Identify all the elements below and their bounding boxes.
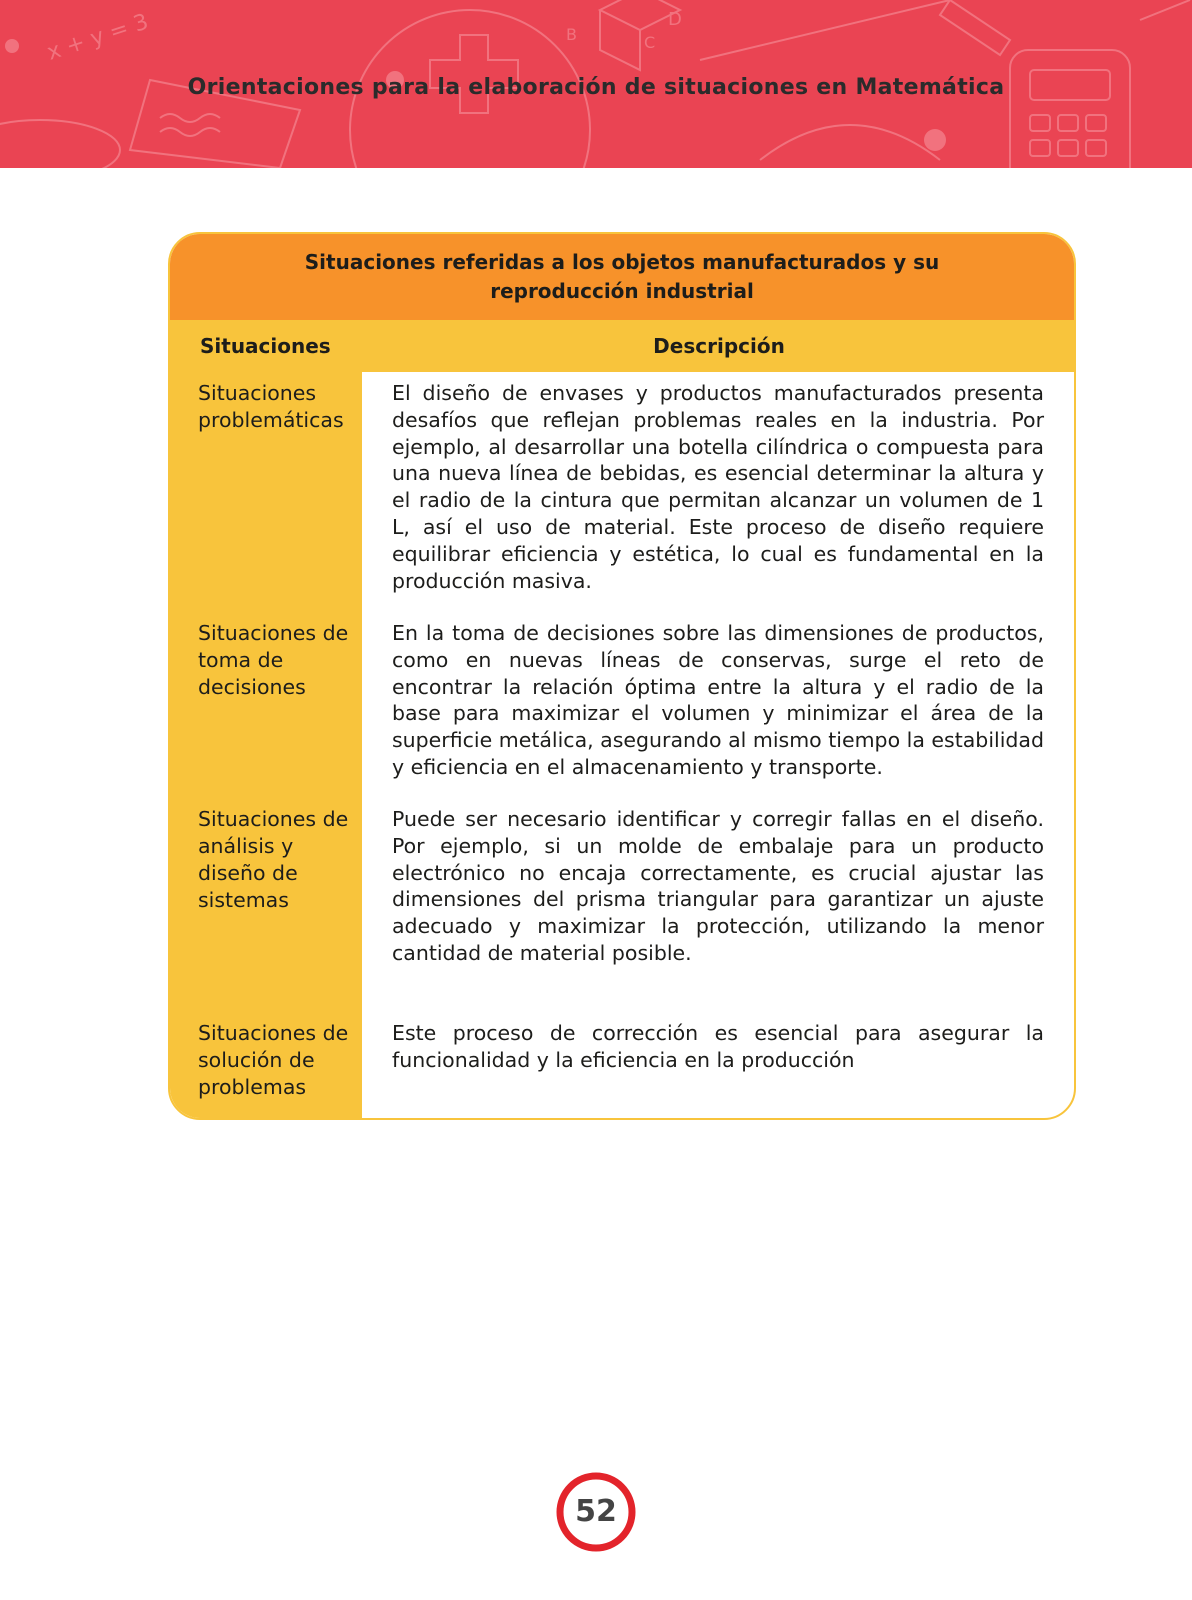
situation-description: El diseño de envases y productos manufacturados presenta desafíos que reflejan problemas reales en la industria. Por ejemplo, al desarrollar una botella cilíndrica o compuesta para una nueva línea de bebidas, es esencial determinar la altura y el radio de la cintura que permitan alcanzar un volumen de 1 L, así el uso de material. Este proceso de diseño requiere equilibrar eficiencia y estética, lo cual es fundamental en la producción masiva. xyxy=(392,381,1044,593)
situation-label: Situaciones de solución de problemas xyxy=(198,1021,349,1099)
situation-label: Situaciones de análisis y diseño de sistemas xyxy=(198,807,349,912)
page-number: 52 xyxy=(575,1494,617,1529)
situation-label: Situaciones problemáticas xyxy=(198,381,344,432)
column-header-situaciones: Situaciones xyxy=(200,334,331,358)
document-title: Orientaciones para la elaboración de situaciones en Matemática xyxy=(187,75,1005,100)
situation-description: En la toma de decisiones sobre las dimensiones de productos, como en nuevas líneas de conservas, surge el reto de encontrar la relación óptima entre la altura y el radio de la base para maximizar el volumen y minimizar el área de la superficie metálica, asegurando al mismo tiempo la estabilidad y eficiencia en el almacenamiento y transporte. xyxy=(392,621,1044,779)
page-number-badge xyxy=(556,1472,636,1552)
svg-text:D: D xyxy=(668,9,682,30)
situation-description: Puede ser necesario identificar y corregir fallas en el diseño. Por ejemplo, si un molde de embalaje para un producto electrónico no encaja correctamente, es crucial ajustar las dimensiones del prisma triangular para garantizar un ajuste adecuado y maximizar la protección, utilizando la menor cantidad de material posible. xyxy=(392,807,1044,965)
header-banner xyxy=(0,0,1192,168)
situations-column-background xyxy=(170,372,362,1118)
situations-table xyxy=(168,232,1076,1120)
column-header-descripcion: Descripción xyxy=(653,334,785,358)
svg-text:B: B xyxy=(566,25,577,44)
svg-text:x + y = 3: x + y = 3 xyxy=(44,9,152,66)
situation-label: Situaciones de toma de decisiones xyxy=(198,621,349,699)
svg-text:C: C xyxy=(644,33,656,52)
table-title-bar xyxy=(170,234,1074,320)
situation-description: Este proceso de corrección es esencial para asegurar la funcionalidad y la eficiencia en la producción xyxy=(392,1021,1044,1072)
table-title: Situaciones referidas a los objetos manufacturados y su reproducción industrial xyxy=(304,250,940,303)
